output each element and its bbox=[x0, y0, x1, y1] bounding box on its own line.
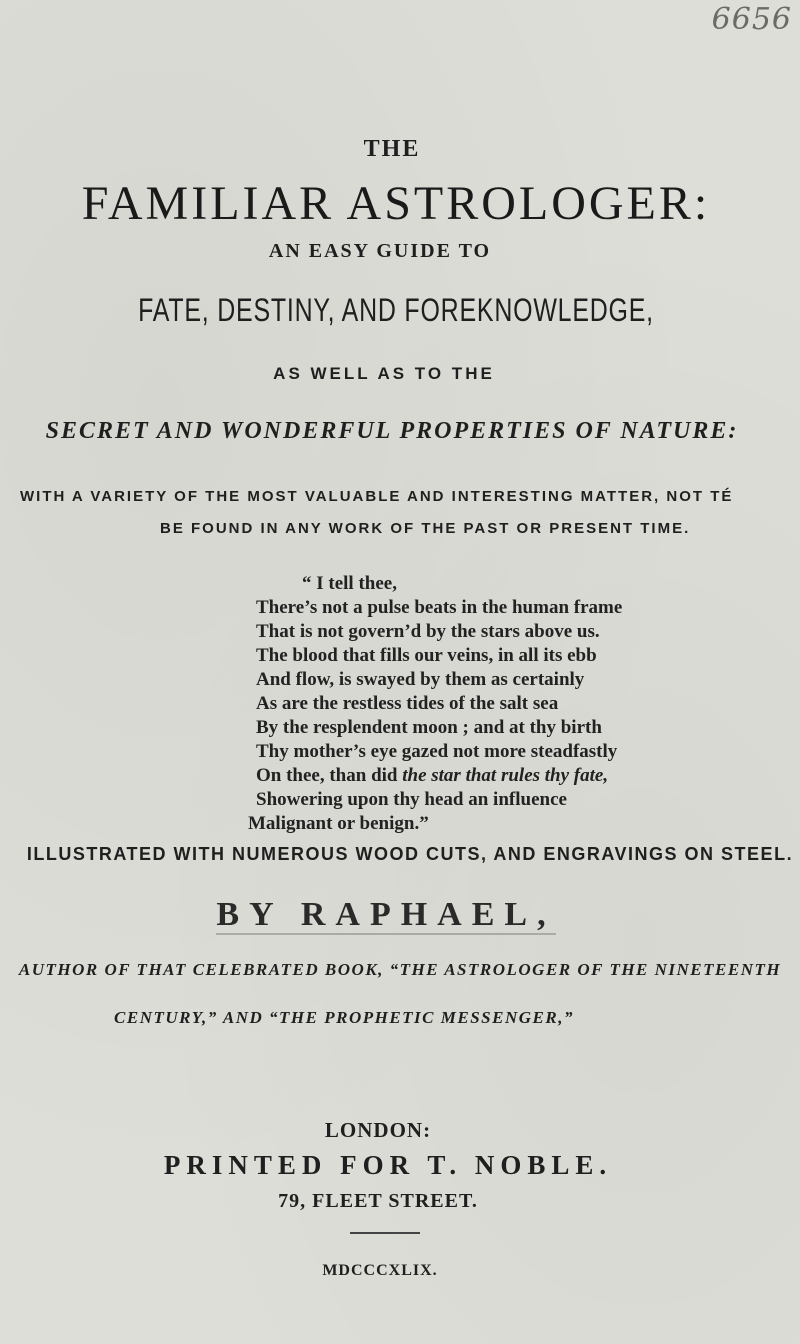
subtitle-line-4: SECRET AND WONDERFUL PROPERTIES OF NATURE: bbox=[45, 418, 739, 444]
shelfmark: 6656 bbox=[711, 2, 792, 37]
poem-line: By the resplendent moon ; and at thy birth bbox=[256, 717, 602, 738]
author-byline-text: BY RAPHAEL, bbox=[216, 896, 556, 933]
imprint-date: MDCCCXLIX. bbox=[322, 1262, 438, 1279]
poem-line bbox=[222, 764, 782, 788]
poem-line: “ I tell thee, bbox=[302, 573, 397, 594]
poem-line-italic: the star that rules thy fate, bbox=[402, 765, 609, 786]
imprint-address: 79, FLEET STREET. bbox=[278, 1190, 478, 1212]
title-article: THE bbox=[363, 136, 421, 162]
imprint-printer: PRINTED FOR T. NOBLE. bbox=[163, 1150, 613, 1180]
poem-line: The blood that fills our veins, in all its ebb bbox=[256, 645, 597, 666]
author-credits-line-2: CENTURY,” AND “THE PROPHETIC MESSENGER,” bbox=[114, 1008, 574, 1027]
main-title: FAMILIAR ASTROLOGER: bbox=[81, 177, 711, 230]
description-line-1: WITH A VARIETY OF THE MOST VALUABLE AND INTERESTING MATTER, NOT TÉ bbox=[20, 488, 734, 505]
imprint-city: LONDON: bbox=[324, 1118, 432, 1142]
author-credits-line-1: AUTHOR OF THAT CELEBRATED BOOK, “THE ASTROLOGER OF THE NINETEENTH bbox=[18, 960, 782, 979]
poem-line: Malignant or benign.” bbox=[248, 813, 429, 834]
epigraph-poem bbox=[222, 572, 782, 836]
divider-rule bbox=[350, 1232, 420, 1234]
poem-line: There’s not a pulse beats in the human frame bbox=[256, 597, 623, 618]
author-byline bbox=[0, 896, 786, 934]
poem-line: Showering upon thy head an influence bbox=[256, 789, 567, 810]
poem-line: That is not govern’d by the stars above us. bbox=[256, 621, 600, 642]
subtitle-line-3: AS WELL AS TO THE bbox=[273, 364, 495, 383]
subtitle-line-1: AN EASY GUIDE TO bbox=[268, 240, 492, 262]
poem-line-start: On thee, than did bbox=[256, 765, 403, 786]
description-line-2: BE FOUND IN ANY WORK OF THE PAST OR PRESENT TIME. bbox=[160, 520, 691, 537]
poem-line: Thy mother’s eye gazed not more steadfastly bbox=[256, 741, 618, 762]
poem-line: As are the restless tides of the salt sea bbox=[256, 693, 559, 714]
poem-line: And flow, is swayed by them as certainly bbox=[256, 669, 585, 690]
subtitle-line-2: FATE, DESTINY, AND FOREKNOWLEDGE, bbox=[138, 292, 654, 328]
illustrated-note: ILLUSTRATED WITH NUMEROUS WOOD CUTS, AND ENGRAVINGS ON STEEL. bbox=[26, 844, 794, 864]
